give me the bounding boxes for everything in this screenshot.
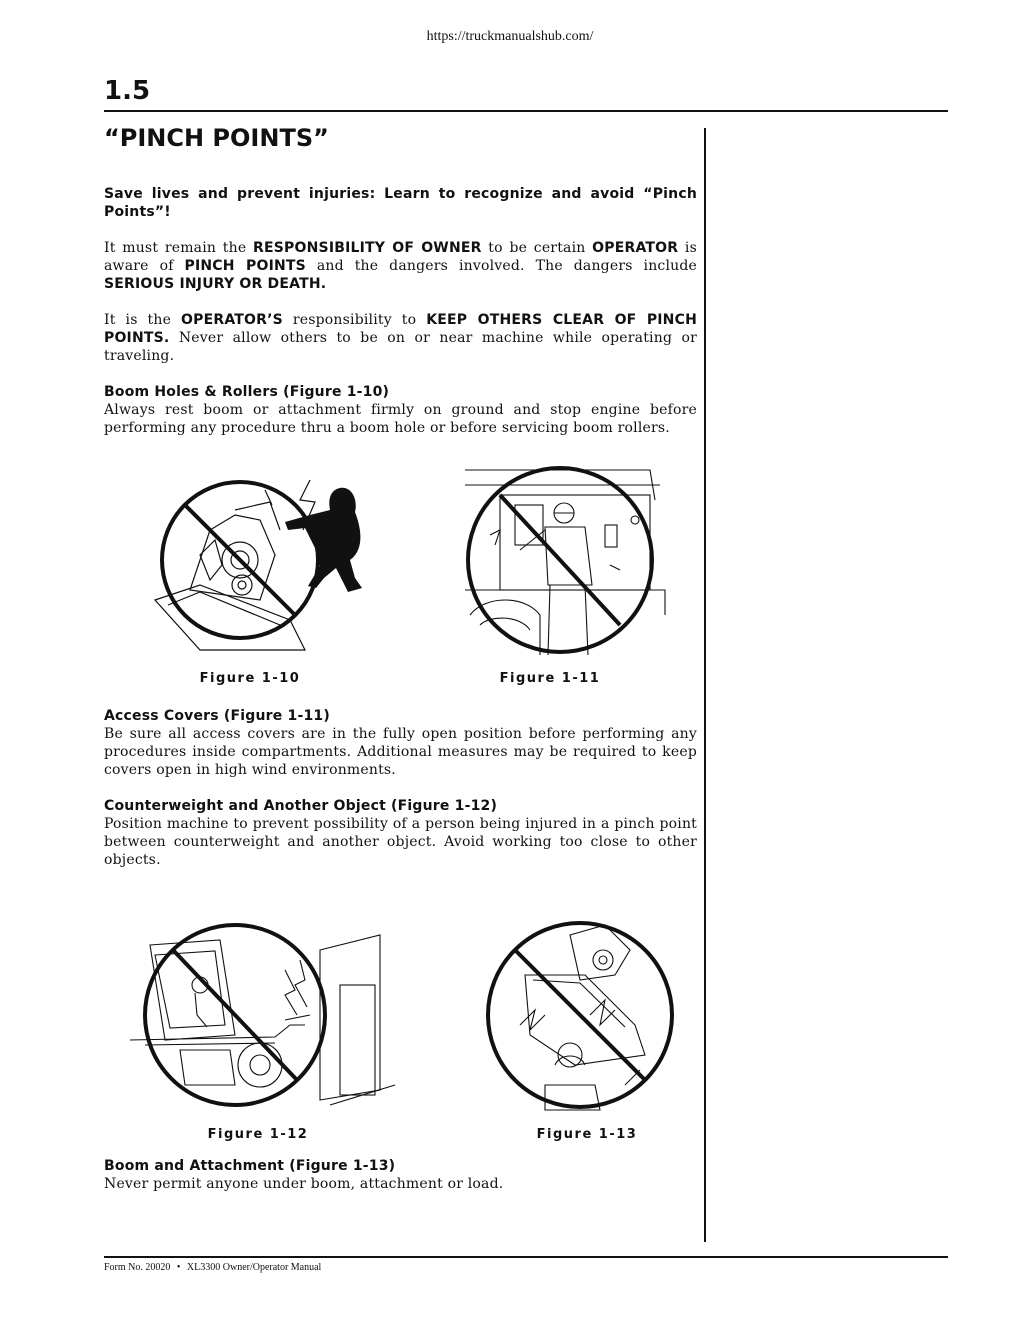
footer xyxy=(104,1262,321,1273)
section-text: Always rest boom or attachment firmly on ground and stop engine before performing any procedure thru a boom hole or before servicing boom rollers. xyxy=(104,402,697,436)
section-heading: Access Covers (Figure 1-11) xyxy=(104,708,330,724)
caption-figure-1-11: Figure 1-11 xyxy=(499,671,601,686)
figure-1-12-counterweight-illustration xyxy=(125,915,405,1115)
section-heading: Boom and Attachment (Figure 1-13) xyxy=(104,1158,396,1174)
bold-run: PINCH POINTS xyxy=(184,258,306,274)
text-run: to be certain xyxy=(481,240,593,256)
text-run: It must remain the xyxy=(104,240,254,256)
text-run: and the dangers involved. The dangers include xyxy=(305,258,697,274)
bold-run: RESPONSIBILITY OF OWNER xyxy=(253,240,482,256)
page-title: “PINCH POINTS” xyxy=(104,124,329,152)
access-covers-section xyxy=(104,707,697,779)
section-number: 1.5 xyxy=(104,76,151,106)
boom-attachment-section xyxy=(104,1157,697,1193)
caption-figure-1-10: Figure 1-10 xyxy=(199,671,301,686)
bottom-divider xyxy=(104,1256,948,1258)
owner-responsibility-paragraph xyxy=(104,239,697,293)
text-run: responsibility to xyxy=(282,312,427,328)
section-heading: Boom Holes & Rollers (Figure 1-10) xyxy=(104,384,390,400)
figure-1-10-boom-hole-illustration xyxy=(140,460,380,660)
lead-statement: Save lives and prevent injuries: Learn to recognize and avoid “Pinch Points”! xyxy=(104,186,697,220)
caption-figure-1-12: Figure 1-12 xyxy=(207,1127,309,1142)
text-run: Never allow others to be on or near machine while operating or traveling. xyxy=(104,330,697,364)
column-divider xyxy=(704,128,706,1242)
top-divider xyxy=(104,110,948,112)
text-run: It is the xyxy=(104,312,182,328)
section-text: Be sure all access covers are in the fully open position before performing any procedures inside compartments. Additional measures may be required to keep covers open in high wind environments. xyxy=(104,726,697,778)
footer-manual-name: XL3300 Owner/Operator Manual xyxy=(186,1262,322,1273)
figure-1-13-boom-attachment-illustration xyxy=(475,915,685,1115)
footer-form-number: Form No. 20020 xyxy=(104,1262,171,1273)
footer-bullet: • xyxy=(176,1262,181,1273)
section-text: Position machine to prevent possibility of a person being injured in a pinch point between counterweight and another object. Avoid working too close to other objects. xyxy=(104,816,697,868)
bold-run: OPERATOR xyxy=(592,240,679,256)
bold-run: OPERATOR’S xyxy=(181,312,283,328)
boom-holes-section xyxy=(104,383,697,437)
operator-responsibility-paragraph xyxy=(104,311,697,365)
section-heading: Counterweight and Another Object (Figure 1-12) xyxy=(104,798,498,814)
caption-figure-1-13: Figure 1-13 xyxy=(536,1127,638,1142)
lead-text xyxy=(104,185,697,221)
text-run: is aware of xyxy=(104,240,697,274)
header-url: https://truckmanualshub.com/ xyxy=(426,29,594,44)
bold-run: SERIOUS INJURY OR DEATH. xyxy=(104,276,327,292)
counterweight-section xyxy=(104,797,697,869)
bold-run: KEEP OTHERS CLEAR OF PINCH POINTS. xyxy=(104,312,697,346)
section-text: Never permit anyone under boom, attachment or load. xyxy=(104,1176,504,1192)
figure-1-11-access-cover-illustration xyxy=(460,455,670,660)
